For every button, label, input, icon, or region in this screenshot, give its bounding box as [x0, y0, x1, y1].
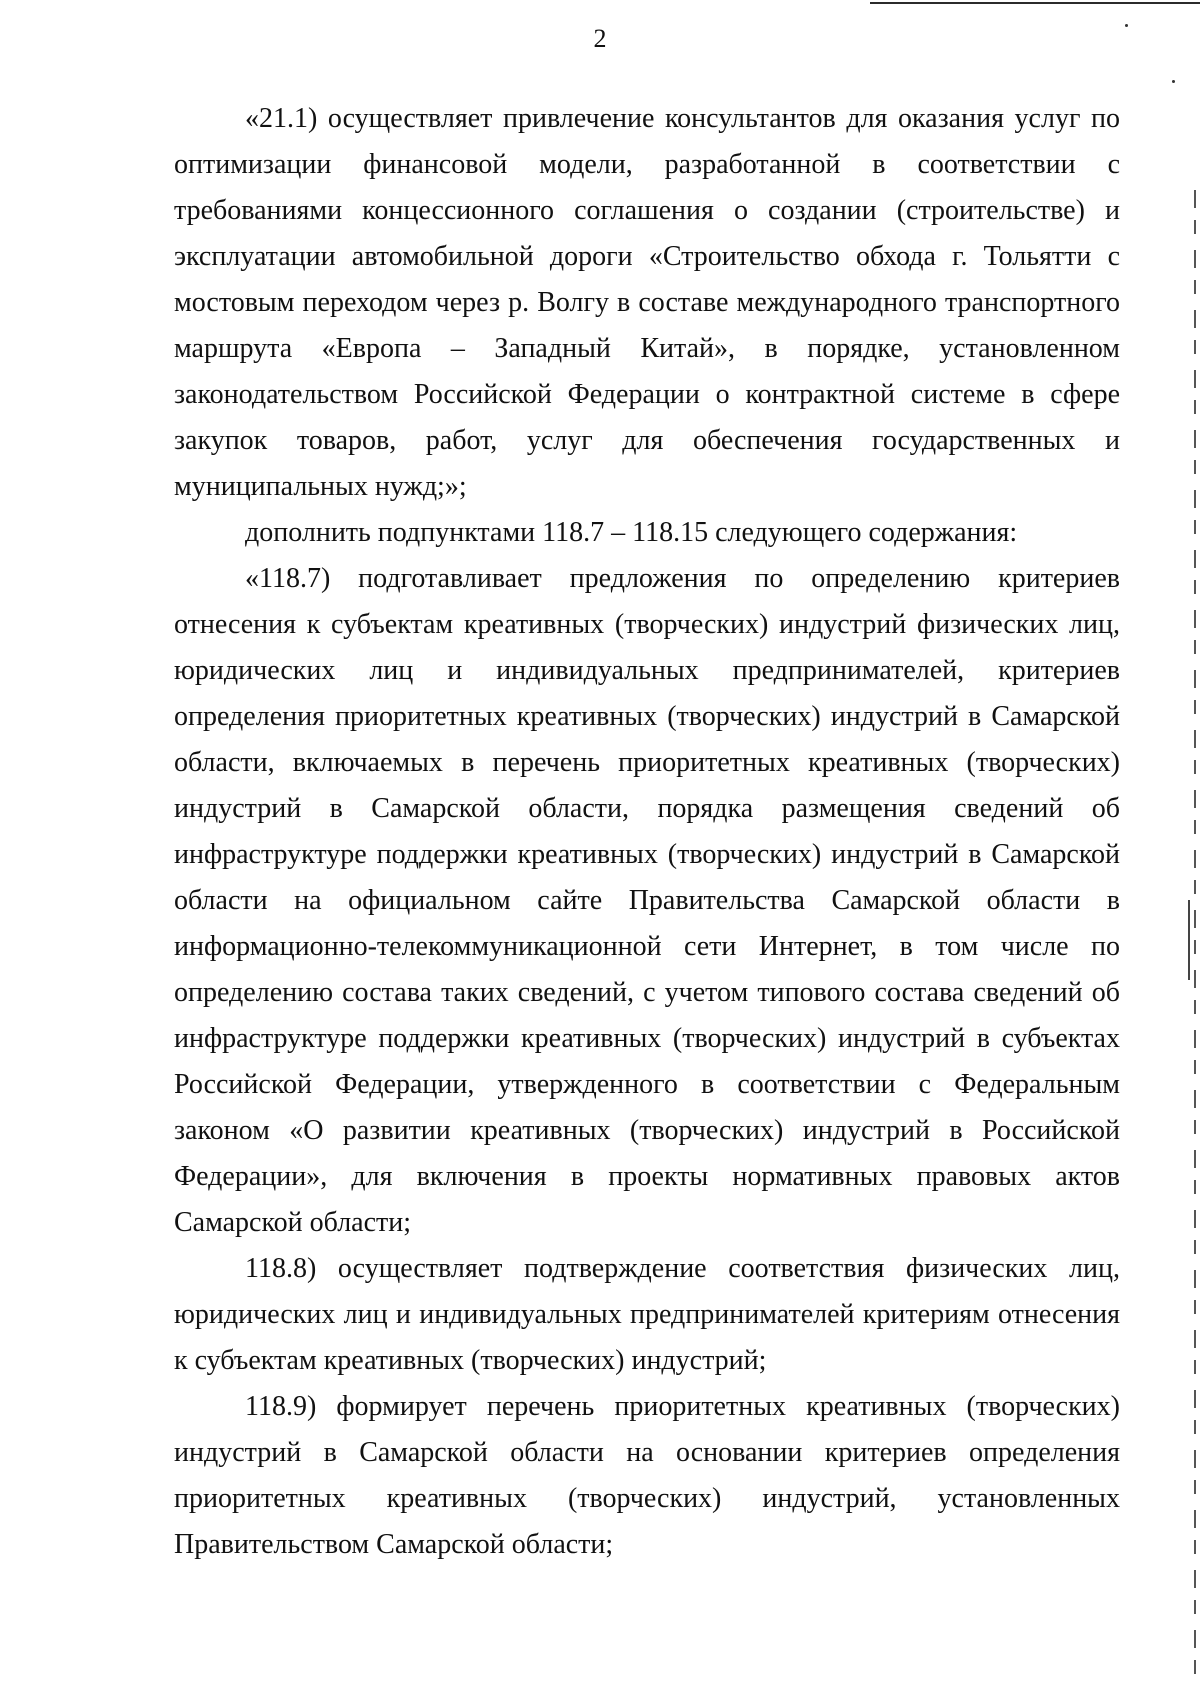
scan-edge-line — [870, 2, 1200, 4]
scan-edge-dashes — [1194, 190, 1196, 1690]
paragraph-118-9: 118.9) формирует перечень приоритетных креативных (творческих) индустрий в Самарской области на основании критериев определения приоритетных креативных (творческих) индустрий, установленных Правительством Самарской области; — [174, 1391, 1120, 1560]
paragraph-21-1: «21.1) осуществляет привлечение консультантов для оказания услуг по оптимизации финансовой модели, разработанной в соответствии с требованиями концессионного соглашения о создании (строительстве) и эксплуатации автомобильной дороги «Строительство обхода г. Тольятти с мостовым переходом через р. Волгу в составе международного транспортного маршрута «Европа – Западный Китай», в порядке, установленном законодательством Российской Федерации о контрактной системе в сфере закупок товаров, работ, услуг для обеспечения государственных и муниципальных нужд;»; — [174, 103, 1120, 502]
paragraph-amendment-intro: дополнить подпунктами 118.7 – 118.15 следующего содержания: — [245, 517, 1018, 548]
paragraph-118-7: «118.7) подготавливает предложения по определению критериев отнесения к субъектам креативных (творческих) индустрий физических лиц, юридических лиц и индивидуальных предпринимателей, критериев определения приоритетных креативных (творческих) индустрий в Самарской области, включаемых в перечень приоритетных креативных (творческих) индустрий в Самарской области, порядка размещения сведений об инфраструктуре поддержки креативных (творческих) индустрий в Самарской области на официальном сайте Правительства Самарской области в информационно-телекоммуникационной сети Интернет, в том числе по определению состава таких сведений, с учетом типового состава сведений об инфраструктуре поддержки креативных (творческих) индустрий в субъектах Российской Федерации, утвержденного в соответствии с Федеральным законом «О развитии креативных (творческих) индустрий в Российской Федерации», для включения в проекты нормативных правовых актов Самарской области; — [174, 563, 1120, 1238]
paragraph-118-8: 118.8) осуществляет подтверждение соответствия физических лиц, юридических лиц и индивидуальных предпринимателей критериям отнесения к субъектам креативных (творческих) индустрий; — [174, 1253, 1120, 1376]
scan-speck — [1172, 80, 1175, 83]
scan-edge-mark — [1188, 900, 1190, 980]
document-body — [174, 96, 1120, 1568]
page-number: 2 — [593, 24, 607, 53]
